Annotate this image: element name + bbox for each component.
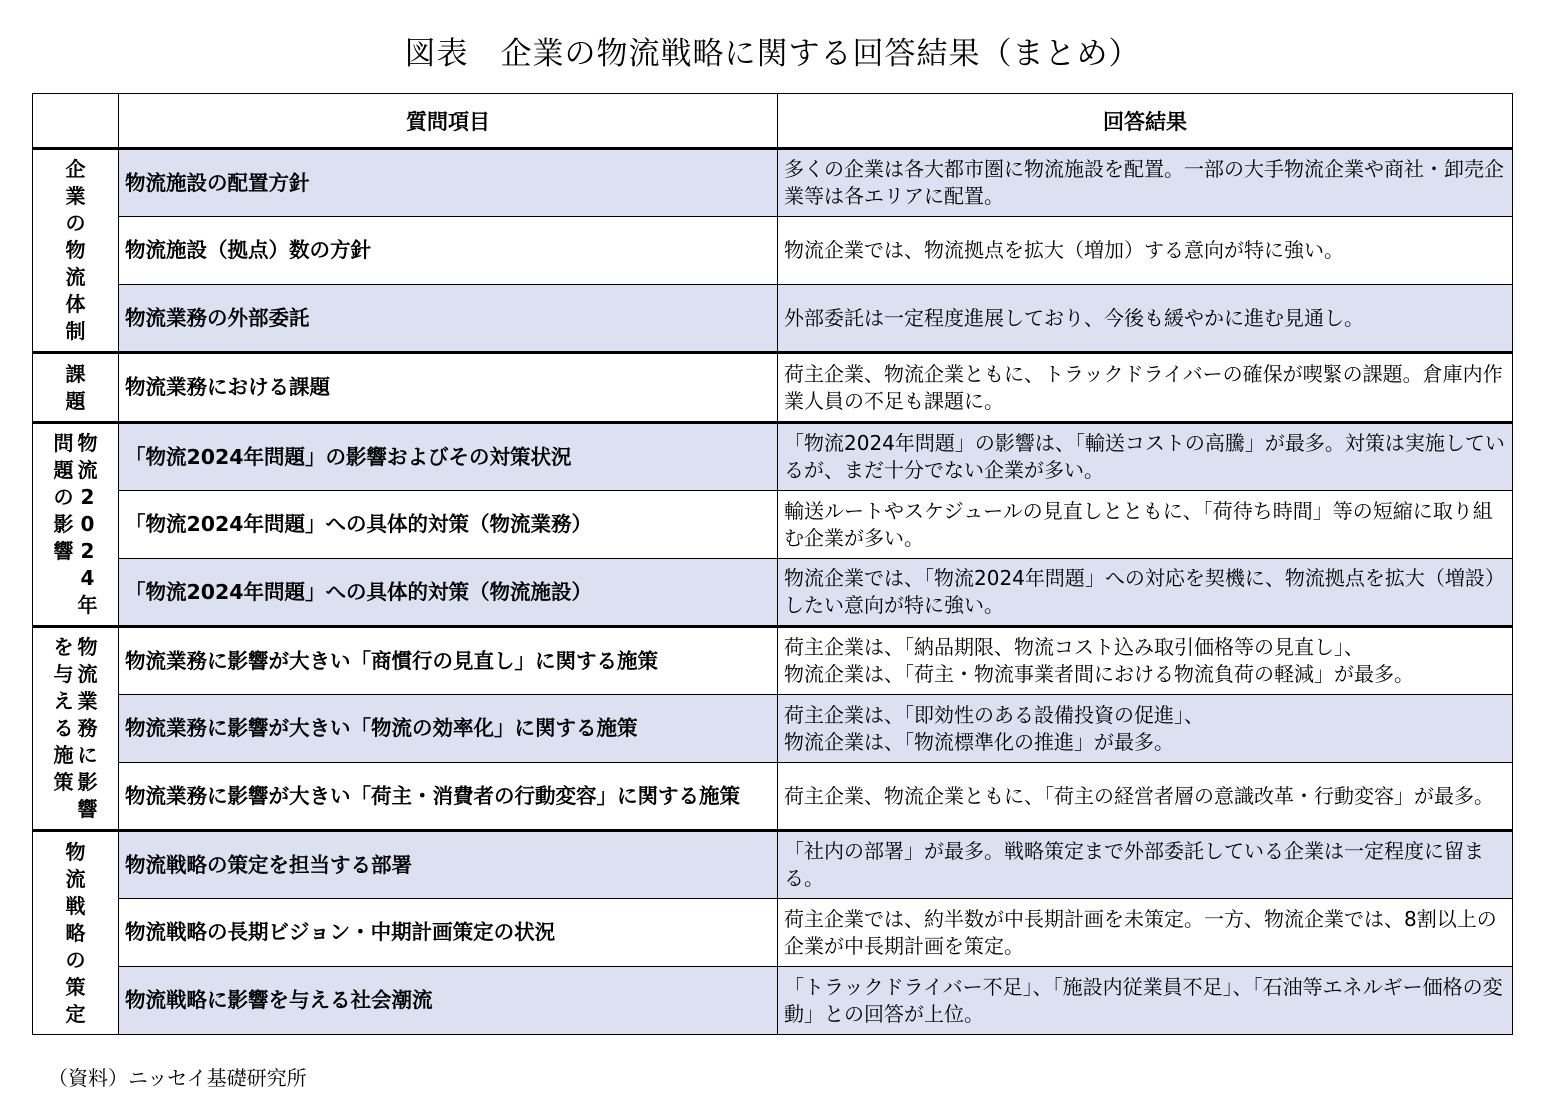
summary-table xyxy=(32,93,1513,1035)
table-row xyxy=(33,831,1513,899)
figure-title: 図表 企業の物流戦略に関する回答結果（まとめ） xyxy=(404,36,1141,72)
category-label-col-1 xyxy=(76,634,100,823)
category-label-text: を与える施策 xyxy=(53,635,74,794)
question-cell: 「物流2024年問題」への具体的対策（物流施設） xyxy=(119,559,778,627)
category-cell xyxy=(33,627,119,831)
question-cell: 「物流2024年問題」への具体的対策（物流業務） xyxy=(119,491,778,559)
answer-cell: 多くの企業は各大都市圏に物流施設を配置。一部の大手物流企業や商社・卸売企業等は各エリアに配置。 xyxy=(778,149,1513,217)
table-row xyxy=(33,149,1513,217)
table-row xyxy=(33,423,1513,491)
category-label-text: 物流2024年 xyxy=(77,431,98,617)
answer-cell: 荷主企業は、「納品期限、物流コスト込み取引価格等の見直し」、 物流企業は、「荷主・物流事業者間における物流負荷の軽減」が最多。 xyxy=(778,627,1513,695)
answer-cell: 荷主企業、物流企業ともに、「荷主の経営者層の意識改革・行動変容」が最多。 xyxy=(778,763,1513,831)
question-cell: 物流業務における課題 xyxy=(119,353,778,423)
answer-cell: 荷主企業は、「即効性のある設備投資の促進」、 物流企業は、「物流標準化の推進」が最多。 xyxy=(778,695,1513,763)
table-row xyxy=(33,559,1513,627)
question-cell: 物流業務に影響が大きい「物流の効率化」に関する施策 xyxy=(119,695,778,763)
header-answer: 回答結果 xyxy=(778,94,1513,149)
question-cell: 物流業務に影響が大きい「荷主・消費者の行動変容」に関する施策 xyxy=(119,763,778,831)
header-question: 質問項目 xyxy=(119,94,778,149)
table-row xyxy=(33,491,1513,559)
group-logistics-system xyxy=(33,149,1513,353)
category-cell xyxy=(33,831,119,1035)
table-row xyxy=(33,627,1513,695)
table-row xyxy=(33,695,1513,763)
table-row xyxy=(33,285,1513,353)
category-label xyxy=(64,839,88,1028)
header-empty-cell xyxy=(33,94,119,149)
group-2024-problem xyxy=(33,423,1513,627)
table-row xyxy=(33,353,1513,423)
category-label-col-2 xyxy=(52,634,76,796)
category-label-text: 企業の物流体制 xyxy=(65,157,86,343)
category-label xyxy=(64,361,88,415)
category-cell xyxy=(33,423,119,627)
source-note: （資料）ニッセイ基礎研究所 xyxy=(48,1066,307,1090)
category-label-text: 課題 xyxy=(65,361,86,413)
question-cell: 物流戦略の長期ビジョン・中期計画策定の状況 xyxy=(119,899,778,967)
table-row xyxy=(33,217,1513,285)
answer-cell: 荷主企業、物流企業ともに、トラックドライバーの確保が喫緊の課題。倉庫内作業人員の不足も課題に。 xyxy=(778,353,1513,423)
question-cell: 物流施設の配置方針 xyxy=(119,149,778,217)
table-header-row xyxy=(33,94,1513,149)
table-row xyxy=(33,967,1513,1035)
answer-cell: 「物流2024年問題」の影響は、「輸送コストの高騰」が最多。対策は実施しているが、まだ十分でない企業が多い。 xyxy=(778,423,1513,491)
category-cell xyxy=(33,353,119,423)
answer-cell: 外部委託は一定程度進展しており、今後も緩やかに進む見通し。 xyxy=(778,285,1513,353)
question-cell: 物流業務に影響が大きい「商慣行の見直し」に関する施策 xyxy=(119,627,778,695)
answer-cell: 物流企業では、「物流2024年問題」への対応を契機に、物流拠点を拡大（増設）したい意向が特に強い。 xyxy=(778,559,1513,627)
question-cell: 「物流2024年問題」の影響およびその対策状況 xyxy=(119,423,778,491)
question-cell: 物流戦略に影響を与える社会潮流 xyxy=(119,967,778,1035)
answer-cell: 「トラックドライバー不足」、「施設内従業員不足」、「石油等エネルギー価格の変動」との回答が上位。 xyxy=(778,967,1513,1035)
answer-cell: 輸送ルートやスケジュールの見直しとともに、「荷待ち時間」等の短縮に取り組む企業が多い。 xyxy=(778,491,1513,559)
category-label xyxy=(64,156,88,345)
category-label-text: 物流戦略の策定 xyxy=(65,839,86,1026)
question-cell: 物流戦略の策定を担当する部署 xyxy=(119,831,778,899)
answer-cell: 「社内の部署」が最多。戦略策定まで外部委託している企業は一定程度に留まる。 xyxy=(778,831,1513,899)
category-label-col-2 xyxy=(52,430,76,565)
group-policies xyxy=(33,627,1513,831)
table-row xyxy=(33,763,1513,831)
question-cell: 物流業務の外部委託 xyxy=(119,285,778,353)
category-label-text: 物流業務に影響 xyxy=(77,635,98,821)
table-row xyxy=(33,899,1513,967)
category-label-text: 問題の影響 xyxy=(53,431,74,563)
group-issues xyxy=(33,353,1513,423)
answer-cell: 荷主企業では、約半数が中長期計画を未策定。一方、物流企業では、8割以上の企業が中長期計画を策定。 xyxy=(778,899,1513,967)
answer-cell: 物流企業では、物流拠点を拡大（増加）する意向が特に強い。 xyxy=(778,217,1513,285)
question-cell: 物流施設（拠点）数の方針 xyxy=(119,217,778,285)
category-label-col-1 xyxy=(76,430,100,619)
category-cell xyxy=(33,149,119,353)
group-strategy xyxy=(33,831,1513,1035)
